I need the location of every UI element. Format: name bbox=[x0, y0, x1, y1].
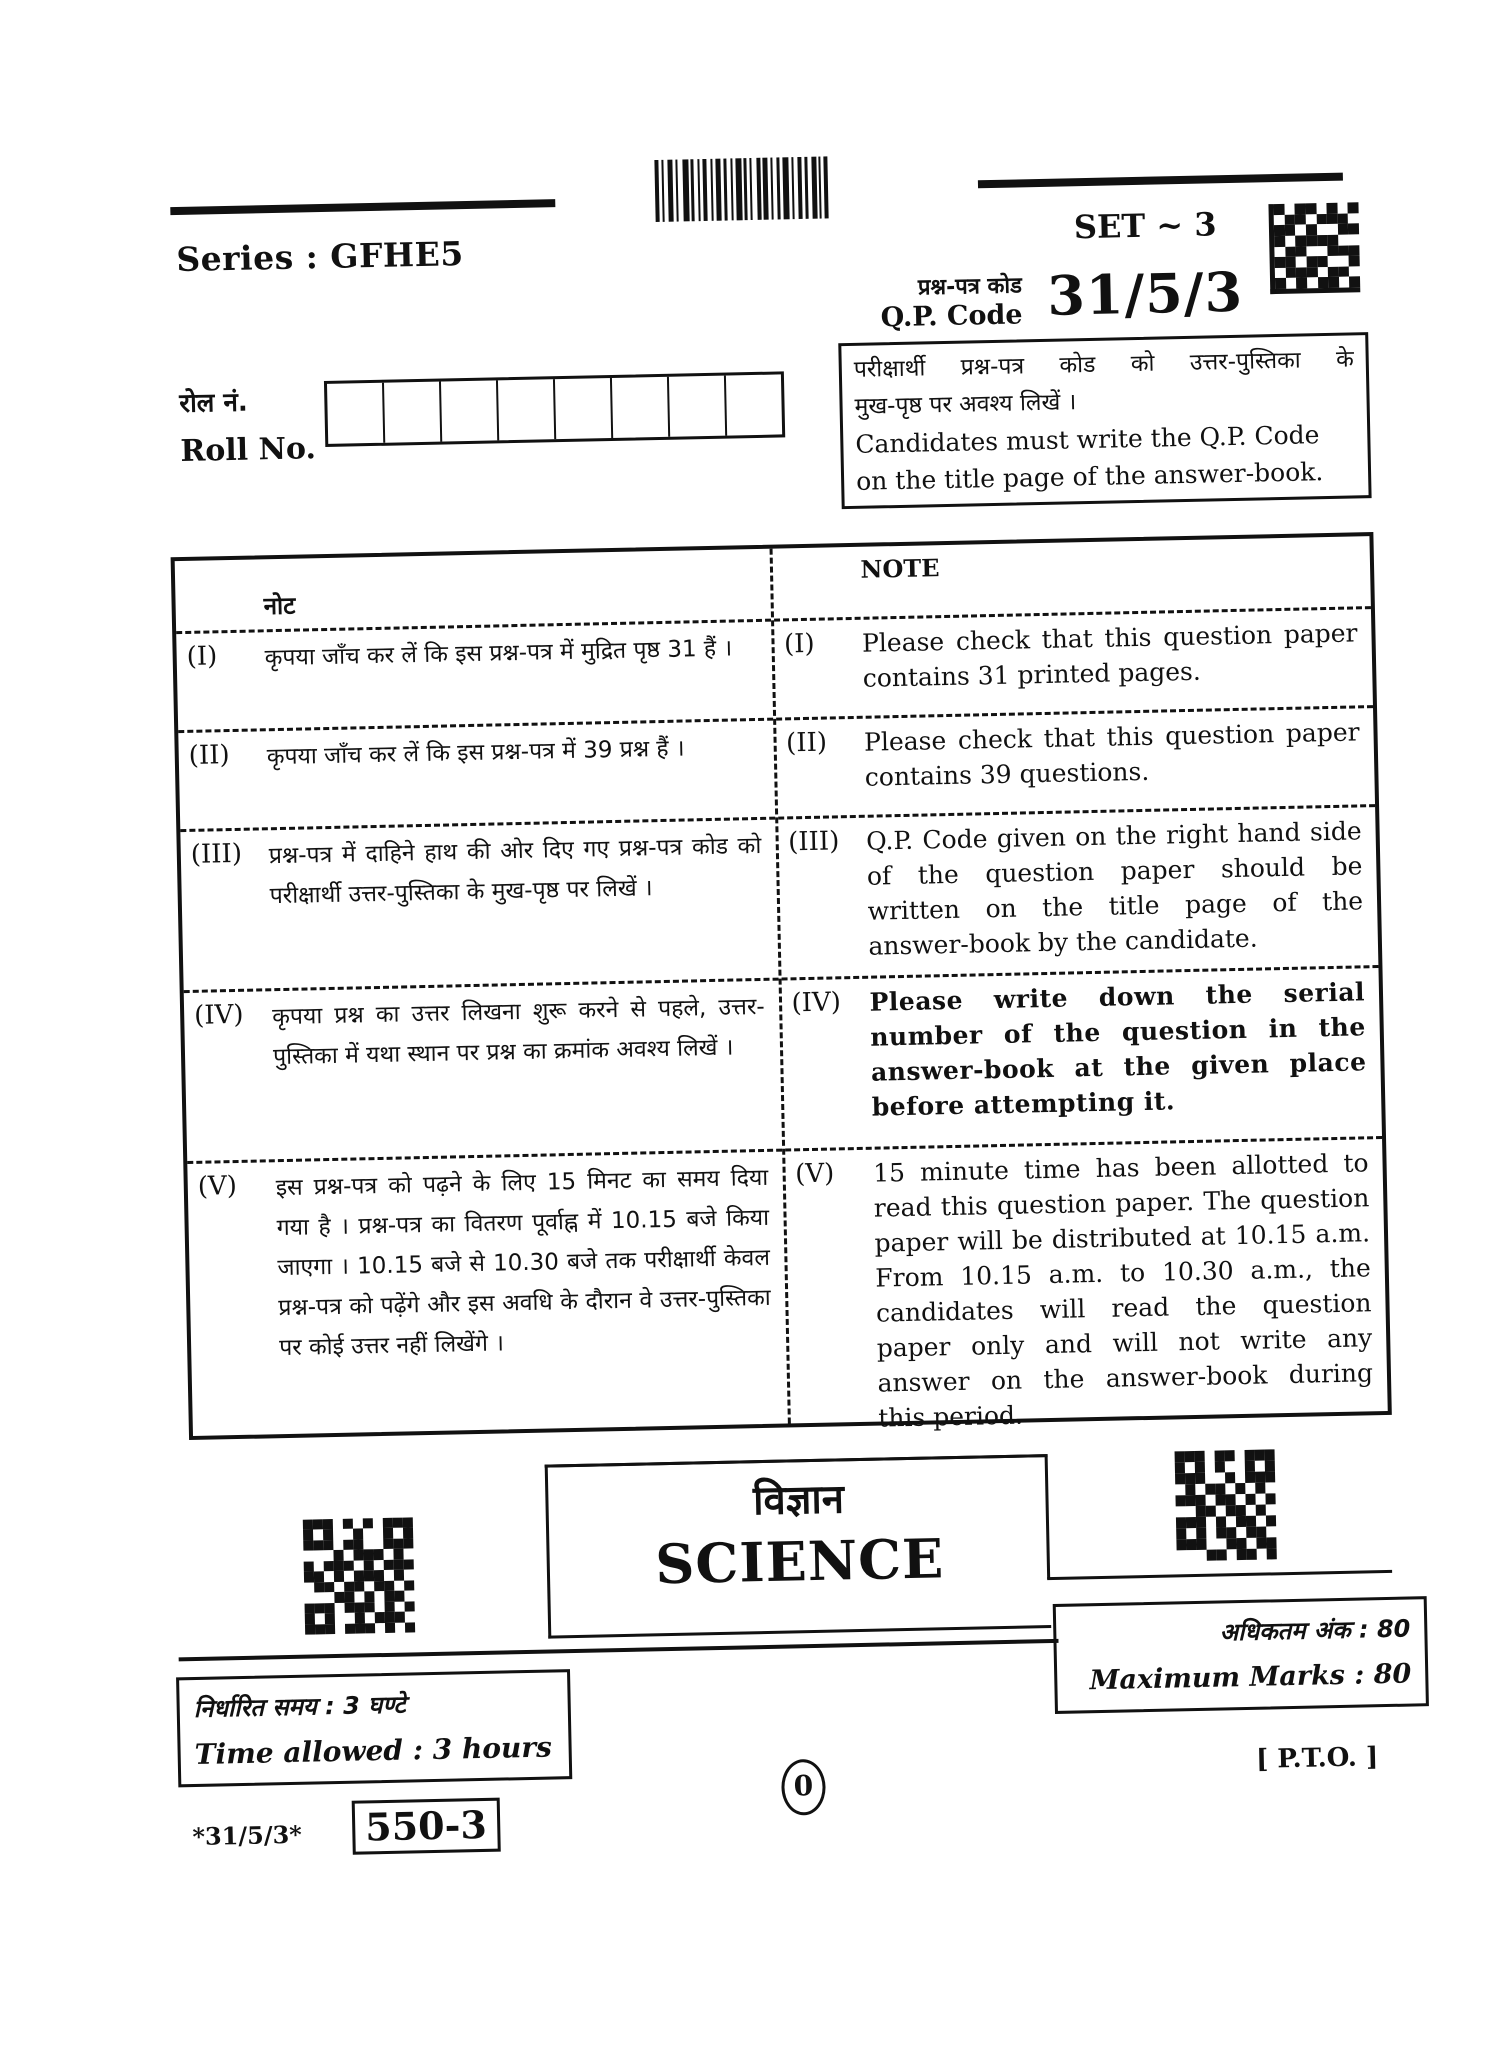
roll-digit-box[interactable] bbox=[726, 374, 782, 435]
top-right-rule bbox=[978, 173, 1343, 189]
roll-number-input[interactable] bbox=[324, 371, 785, 447]
subject-box-extension-rule bbox=[1047, 1570, 1392, 1580]
lower-rule bbox=[179, 1639, 1059, 1661]
time-allowed-english: Time allowed : 3 hours bbox=[194, 1730, 553, 1772]
qp-code-notice bbox=[838, 332, 1371, 509]
note-number: (II) bbox=[785, 727, 828, 759]
roll-digit-box[interactable] bbox=[498, 379, 556, 440]
pto-label: [ P.T.O. ] bbox=[1255, 1742, 1379, 1775]
subject-title-box bbox=[545, 1454, 1052, 1638]
qr-code-icon bbox=[1175, 1449, 1277, 1561]
qp-code-value: 31/5/3 bbox=[1046, 259, 1244, 328]
note-row bbox=[781, 965, 1382, 1148]
note-number: (IV) bbox=[791, 987, 842, 1019]
notes-hindi-column bbox=[175, 549, 791, 1436]
top-left-rule bbox=[170, 199, 555, 215]
qr-code-icon bbox=[303, 1517, 415, 1634]
page-number: 0 bbox=[781, 1759, 826, 1816]
roll-digit-box[interactable] bbox=[441, 380, 499, 441]
note-row bbox=[180, 817, 778, 990]
roll-digit-box[interactable] bbox=[327, 383, 385, 444]
note-number: (III) bbox=[190, 838, 243, 870]
note-row bbox=[778, 804, 1379, 977]
note-number: (II) bbox=[188, 740, 230, 771]
note-text-hindi: कृपया प्रश्न का उत्तर लिखना शुरू करने से पहले, उत्तर-पुस्तिका में यथा स्थान पर प्रश्न का क्रमांक अवश्य लिखें । bbox=[271, 993, 765, 1071]
note-row bbox=[187, 1149, 787, 1436]
note-number: (V) bbox=[794, 1158, 835, 1190]
time-allowed-hindi: निर्धारित समय : 3 घण्टे bbox=[193, 1690, 406, 1724]
note-text-hindi: कृपया जाँच कर लें कि इस प्रश्न-पत्र में मुद्रित पृष्ठ 31 हैं । bbox=[264, 635, 733, 672]
roll-digit-box[interactable] bbox=[669, 376, 727, 437]
time-allowed-box bbox=[176, 1669, 572, 1787]
maximum-marks-hindi: अधिकतम अंक : 80 bbox=[1219, 1614, 1411, 1647]
roll-digit-box[interactable] bbox=[384, 382, 442, 443]
paper-code-box: 550-3 bbox=[352, 1798, 501, 1855]
roll-number-label-english: Roll No. bbox=[180, 431, 317, 470]
note-number: (V) bbox=[197, 1170, 238, 1202]
qp-code-label-english: Q.P. Code bbox=[880, 299, 1023, 334]
note-text-english: 15 minute time has been allotted to read this question paper. The question paper will be distributed at 10.15 a.m. From 10.15 a.m. to 10.30 a.m., the candidates will read the question paper only and will not write any answer on the answer-book during this period. bbox=[872, 1148, 1374, 1433]
note-text-english: Please check that this question paper contains 31 printed pages. bbox=[861, 618, 1358, 693]
datamatrix-code-icon bbox=[1268, 202, 1360, 294]
notes-english-column bbox=[772, 536, 1388, 1433]
paper-code-starred: *31/5/3* bbox=[192, 1819, 303, 1852]
note-row bbox=[178, 718, 774, 829]
note-text-hindi: प्रश्न-पत्र में दाहिने हाथ की ओर दिए गए प्रश्न-पत्र कोड को परीक्षार्थी उत्तर-पुस्तिका के मुख-पृष्ठ पर लिखें । bbox=[268, 832, 762, 910]
qp-notice-hindi-line2: मुख-पृष्ठ पर अवश्य लिखें । bbox=[854, 389, 1077, 420]
notes-heading-english: NOTE bbox=[860, 553, 940, 584]
note-text-english: Please write down the serial number of the question in the answer-book at the given place before attempting it. bbox=[869, 977, 1367, 1122]
series-label: Series : GFHE5 bbox=[175, 234, 465, 280]
maximum-marks-english: Maximum Marks : 80 bbox=[1089, 1658, 1412, 1697]
roll-digit-box[interactable] bbox=[612, 377, 670, 438]
note-row bbox=[776, 705, 1375, 816]
note-row bbox=[176, 619, 772, 730]
note-text-hindi: इस प्रश्न-पत्र को पढ़ने के लिए 15 मिनट का समय दिया गया है । प्रश्न-पत्र का वितरण पूर्वाह्न में 10.15 बजे किया जाएगा । 10.15 बजे से 10.30 बजे तक परीक्षार्थी केवल प्रश्न-पत्र को पढ़ेंगे और इस अवधि के दौरान वे उत्तर-पुस्तिका पर कोई उत्तर नहीं लिखेंगे । bbox=[275, 1164, 772, 1362]
note-text-hindi: कृपया जाँच कर लें कि इस प्रश्न-पत्र में 39 प्रश्न हैं । bbox=[266, 735, 685, 771]
barcode-icon bbox=[654, 155, 887, 222]
note-text-english: Q.P. Code given on the right hand side of the question paper should be written on the title page of the answer-book by the candidate. bbox=[865, 816, 1364, 961]
notes-table bbox=[171, 532, 1392, 1440]
note-row bbox=[785, 1136, 1388, 1433]
set-label: SET ~ 3 bbox=[1073, 205, 1217, 247]
note-row bbox=[774, 606, 1373, 717]
notes-heading-hindi: नोट bbox=[263, 591, 296, 621]
qp-code-label-hindi: प्रश्न-पत्र कोड bbox=[917, 273, 1023, 301]
note-text-english: Please check that this question paper contains 39 questions. bbox=[863, 717, 1360, 792]
note-number: (I) bbox=[783, 628, 815, 660]
subject-title-english: SCIENCE bbox=[654, 1526, 945, 1597]
qp-code-label bbox=[880, 272, 1023, 333]
note-number: (IV) bbox=[193, 999, 244, 1031]
roll-number-label bbox=[179, 377, 317, 476]
note-number: (III) bbox=[787, 826, 840, 858]
roll-digit-box[interactable] bbox=[555, 378, 613, 439]
roll-number-label-hindi: रोल नं. bbox=[179, 387, 249, 420]
qp-notice-hindi-line1: परीक्षार्थी प्रश्न-पत्र कोड को उत्तर-पुस्तिका के bbox=[853, 346, 1354, 383]
subject-title-hindi: विज्ञान bbox=[752, 1476, 845, 1525]
note-number: (I) bbox=[186, 641, 218, 672]
maximum-marks-box bbox=[1053, 1596, 1429, 1714]
note-row bbox=[184, 978, 782, 1161]
qp-notice-english: Candidates must write the Q.P. Code on the title page of the answer-book. bbox=[855, 420, 1324, 496]
